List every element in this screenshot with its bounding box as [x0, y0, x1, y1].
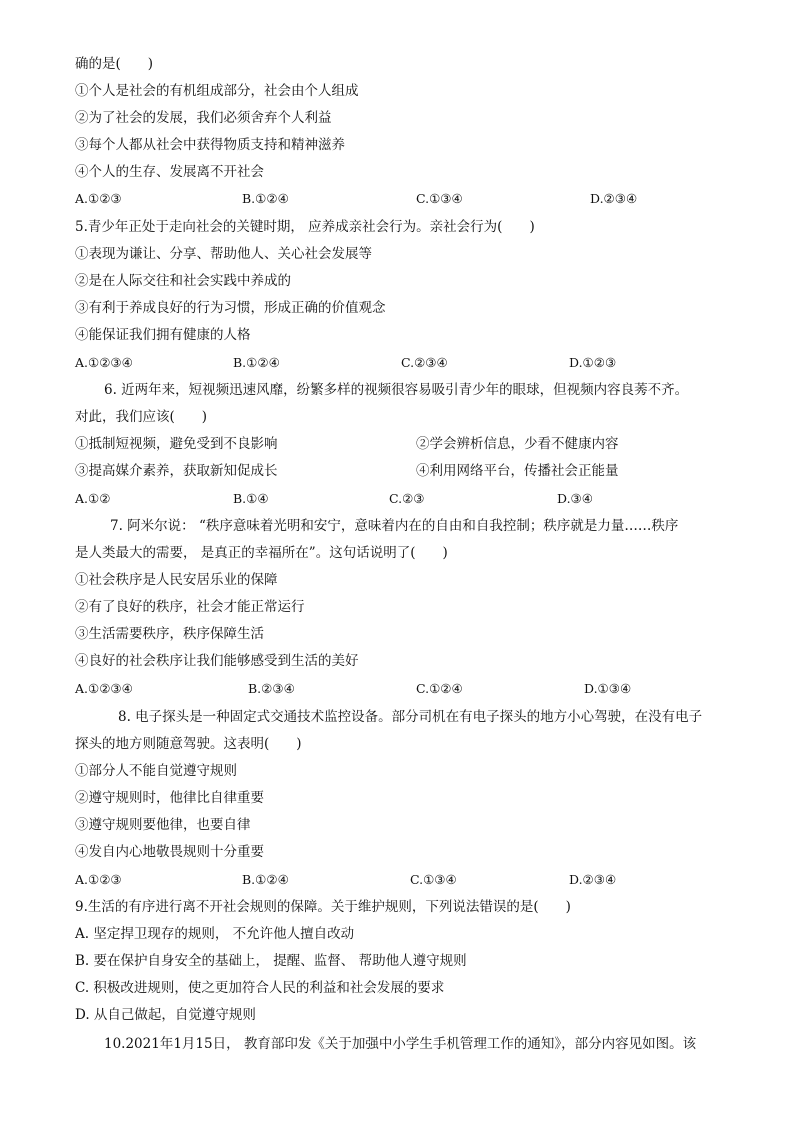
q4-statement-1: ①个人是社会的有机组成部分，社会由个人组成: [75, 83, 359, 99]
q6-option-a: A.①②: [75, 491, 111, 506]
q5-option-b: B.①②④: [233, 355, 280, 370]
question-4-stem-end: 确的是( ): [75, 56, 154, 72]
q6-statement-1: ①抵制短视频，避免受到不良影响: [75, 436, 278, 452]
q4-option-a: A.①②③: [75, 191, 122, 206]
q7-statement-3: ③生活需要秩序，秩序保障生活: [75, 626, 264, 642]
q4-statement-3: ③每个人都从社会中获得物质支持和精神滋养: [75, 137, 345, 153]
q6-option-b: B.①④: [233, 491, 269, 506]
q4-statement-2: ②为了社会的发展，我们必须舍弃个人利益: [75, 110, 332, 126]
question-6-stem-end: 对此，我们应该( ): [75, 409, 208, 425]
q5-statement-3: ③有利于养成良好的行为习惯，形成正确的价值观念: [75, 300, 386, 316]
q6-statement-4: ④利用网络平台，传播社会正能量: [416, 463, 619, 479]
question-7-stem: 7. 阿米尔说： “秩序意味着光明和安宁，意味着内在的自由和自我控制；秩序就是力量……秩序: [110, 518, 679, 534]
question-7-stem-end: 是人类最大的需要， 是真正的幸福所在”。这句话说明了( ): [75, 545, 448, 561]
q8-statement-3: ③遵守规则要他律，也要自律: [75, 817, 251, 833]
q8-option-b: B.①②④: [242, 872, 289, 887]
q8-statement-2: ②遵守规则时，他律比自律重要: [75, 790, 264, 806]
q9-option-c: C. 积极改进规则，使之更加符合人民的利益和社会发展的要求: [75, 980, 445, 996]
question-6-stem: 6. 近两年来，短视频迅速风靡，纷繁多样的视频很容易吸引青少年的眼球，但视频内容良莠不齐。: [104, 382, 689, 398]
q5-statement-4: ④能保证我们拥有健康的人格: [75, 327, 251, 343]
q7-statement-1: ①社会秩序是人民安居乐业的保障: [75, 572, 278, 588]
q7-option-b: B.②③④: [248, 681, 295, 696]
q7-option-d: D.①③④: [584, 681, 632, 696]
q6-statement-3: ③提高媒介素养，获取新知促成长: [75, 463, 278, 479]
q9-option-b: B. 要在保护自身安全的基础上， 提醒、监督、 帮助他人遵守规则: [75, 953, 467, 969]
question-9-stem: 9.生活的有序进行离不开社会规则的保障。关于维护规则，下列说法错误的是( ): [75, 899, 571, 915]
q5-option-c: C.②③④: [401, 355, 448, 370]
q5-statement-1: ①表现为谦让、分享、帮助他人、关心社会发展等: [75, 246, 372, 262]
question-5-stem: 5.青少年正处于走向社会的关键时期， 应养成亲社会行为。亲社会行为( ): [75, 219, 535, 235]
q7-statement-2: ②有了良好的秩序，社会才能正常运行: [75, 599, 305, 615]
question-10-stem: 10.2021年1月15日， 教育部印发《关于加强中小学生手机管理工作的通知》，部分内容见如图。该: [104, 1036, 697, 1052]
q9-option-d: D. 从自己做起，自觉遵守规则: [75, 1007, 256, 1023]
q8-statement-4: ④发自内心地敬畏规则十分重要: [75, 844, 264, 860]
q6-option-d: D.③④: [557, 491, 593, 506]
question-8-stem: 8. 电子探头是一种固定式交通技术监控设备。部分司机在有电子探头的地方小心驾驶，在没有电子: [118, 709, 703, 725]
q8-option-c: C.①③④: [410, 872, 457, 887]
q7-statement-4: ④良好的社会秩序让我们能够感受到生活的美好: [75, 653, 359, 669]
q8-option-a: A.①②③: [75, 872, 122, 887]
q5-option-a: A.①②③④: [75, 355, 133, 370]
q4-option-d: D.②③④: [590, 191, 638, 206]
question-8-stem-end: 探头的地方则随意驾驶。这表明( ): [75, 736, 302, 752]
q9-option-a: A. 坚定捍卫现存的规则， 不允许他人擅自改动: [75, 926, 355, 942]
q8-statement-1: ①部分人不能自觉遵守规则: [75, 763, 237, 779]
q7-option-a: A.①②③④: [75, 681, 133, 696]
q5-statement-2: ②是在人际交往和社会实践中养成的: [75, 273, 291, 289]
q5-option-d: D.①②③: [569, 355, 617, 370]
q4-option-b: B.①②④: [242, 191, 289, 206]
q4-statement-4: ④个人的生存、发展离不开社会: [75, 164, 264, 180]
q4-option-c: C.①③④: [416, 191, 463, 206]
q7-option-c: C.①②④: [416, 681, 463, 696]
q6-option-c: C.②③: [389, 491, 425, 506]
q6-statement-2: ②学会辨析信息，少看不健康内容: [416, 436, 619, 452]
q8-option-d: D.②③④: [569, 872, 617, 887]
